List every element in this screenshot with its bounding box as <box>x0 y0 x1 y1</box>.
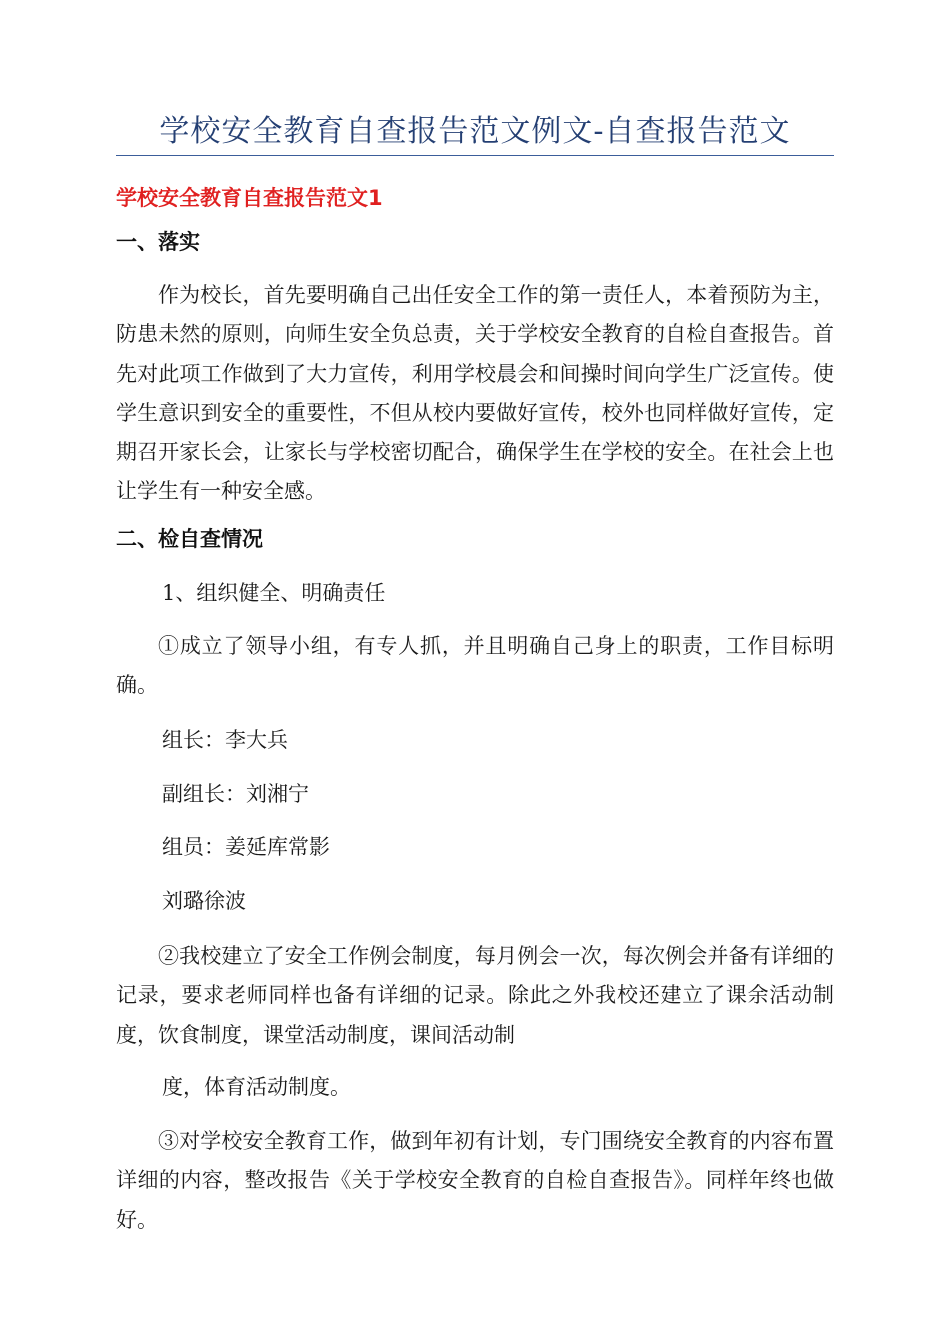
paragraph-annual-plan: ③对学校安全教育工作，做到年初有计划，专门围绕安全教育的内容布置详细的内容，整改报告《关于学校安全教育的自检自查报告》。同样年终也做好。 <box>116 1129 834 1232</box>
paragraph-implementation: 作为校长，首先要明确自己出任安全工作的第一责任人，本着预防为主，防患未然的原则，向师生安全负总责，关于学校安全教育的自检自查报告。首先对此项工作做到了大力宣传，利用学校晨会和间操时间向学生广泛宣传。使学生意识到安全的重要性，不但从校内要做好宣传，校外也同样做好宣传，定期召开家长会，让家长与学校密切配合，确保学生在学校的安全。在社会上也让学生有一种安全感。 <box>116 283 834 504</box>
heading-self-inspection: 二、检自查情况 <box>116 527 263 551</box>
heading-implementation: 一、落实 <box>116 230 200 254</box>
group-leader: 组长：李大兵 <box>162 728 288 752</box>
title-underline <box>116 155 834 156</box>
vice-group-leader: 副组长：刘湘宁 <box>162 782 309 806</box>
document-title: 学校安全教育自查报告范文例文-自查报告范文 <box>159 114 791 149</box>
paragraph-meeting-system-continued: 度，体育活动制度。 <box>162 1075 351 1099</box>
section-title: 学校安全教育自查报告范文1 <box>116 186 383 210</box>
paragraph-leadership-group: ①成立了领导小组，有专人抓，并且明确自己身上的职责，工作目标明确。 <box>116 634 834 698</box>
group-members: 组员：姜延库常影 <box>162 835 330 859</box>
group-members-continued: 刘璐徐波 <box>162 889 246 913</box>
item-organization: 1、组织健全、明确责任 <box>162 581 386 605</box>
paragraph-meeting-system: ②我校建立了安全工作例会制度，每月例会一次，每次例会并备有详细的记录，要求老师同样也备有详细的记录。除此之外我校还建立了课余活动制度，饮食制度，课堂活动制度，课间活动制 <box>116 944 834 1047</box>
